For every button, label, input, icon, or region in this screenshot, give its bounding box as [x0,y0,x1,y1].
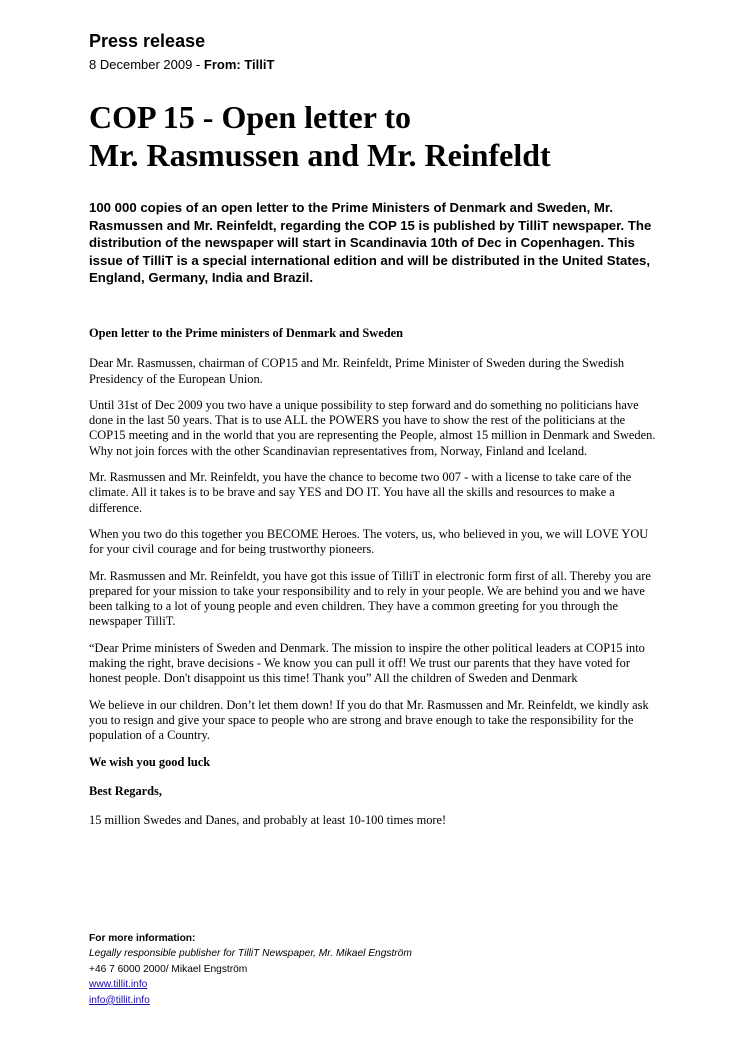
publisher-line: Legally responsible publisher for TilliT Newspaper, Mr. Mikael Engström [89,948,412,960]
contact-block [89,931,412,1008]
press-release-label: Press release [89,31,206,51]
email-link[interactable]: info@tillit.info [89,994,150,1006]
contact-heading: For more information: [89,933,196,944]
regards-line: Best Regards, [89,783,162,798]
letter-paragraph: When you two do this together you BECOME Heroes. The voters, us, who believed in you, we will LOVE YOU for your civil courage and for being trustworthy pioneers. [89,526,649,557]
dateline [89,56,274,74]
letter-paragraph: Mr. Rasmussen and Mr. Reinfeldt, you have the chance to become two 007 - with a license to take care of the climate. All it takes is to be brave and say YES and DO IT. You have all the skills and resources to make a difference. [89,470,632,515]
signature-line: 15 million Swedes and Danes, and probably at least 10-100 times more! [89,813,447,828]
open-letter [89,326,659,839]
page-title [89,98,551,174]
letter-paragraph: “Dear Prime ministers of Sweden and Denmark. The mission to inspire the other political leaders at COP15 into making the right, brave decisions - We know you can pull it off! We trust our parents that they have voted for honest people. Don't disappoint us this time! Thank you” All the children of Sweden and Denmark [89,640,645,686]
phone-line: +46 7 6000 2000/ Mikael Engström [89,963,248,975]
title-line-2: Mr. Rasmussen and Mr. Reinfeldt [89,137,551,173]
letter-paragraph: We believe in our children. Don’t let them down! If you do that Mr. Rasmussen and Mr. Reinfeldt, we kindly ask you to resign and give your space to people who are strong and brave enough to take the responsibility for the population of a Country. [89,697,649,743]
from-sender: From: TilliT [203,57,275,72]
release-date: 8 December 2009 - [89,57,204,72]
letter-paragraph: Mr. Rasmussen and Mr. Reinfeldt, you have got this issue of TilliT in electronic form first of all. Thereby you are prepared for your mission to take your responsibility and to rely in your people. We are behind you and we have been talking to a lot of young people and even children. They have a common greeting for you through the newspaper TilliT. [89,568,651,629]
lead-paragraph: 100 000 copies of an open letter to the Prime Ministers of Denmark and Sweden, Mr. Rasmussen and Mr. Reinfeldt, regarding the COP 15 is published by TilliT newspaper. The distribution of the newspaper will start in Scandinavia 10th of Dec in Copenhagen. This issue of TilliT is a special international edition and will be distributed in the United States, England, Germany, India and Brazil. [89,200,652,286]
website-link[interactable]: www.tillit.info [89,979,148,991]
letter-heading: Open letter to the Prime ministers of Denmark and Sweden [89,326,403,340]
wish-line: We wish you good luck [89,754,211,769]
title-line-1: COP 15 - Open letter to [89,99,412,135]
letter-paragraph: Until 31st of Dec 2009 you two have a unique possibility to step forward and do something no politicians have done in the last 50 years. That is to use ALL the POWERS you have to show the rest of the politicians at the COP15 meeting and in the world that you are representing the People, almost 15 million in Denmark and Sweden. Why not join forces with the other Scandinavian representatives from, Norway, Finland and Iceland. [89,397,656,458]
letter-paragraph: Dear Mr. Rasmussen, chairman of COP15 and Mr. Reinfeldt, Prime Minister of Sweden during the Swedish Presidency of the European Union. [89,356,625,386]
